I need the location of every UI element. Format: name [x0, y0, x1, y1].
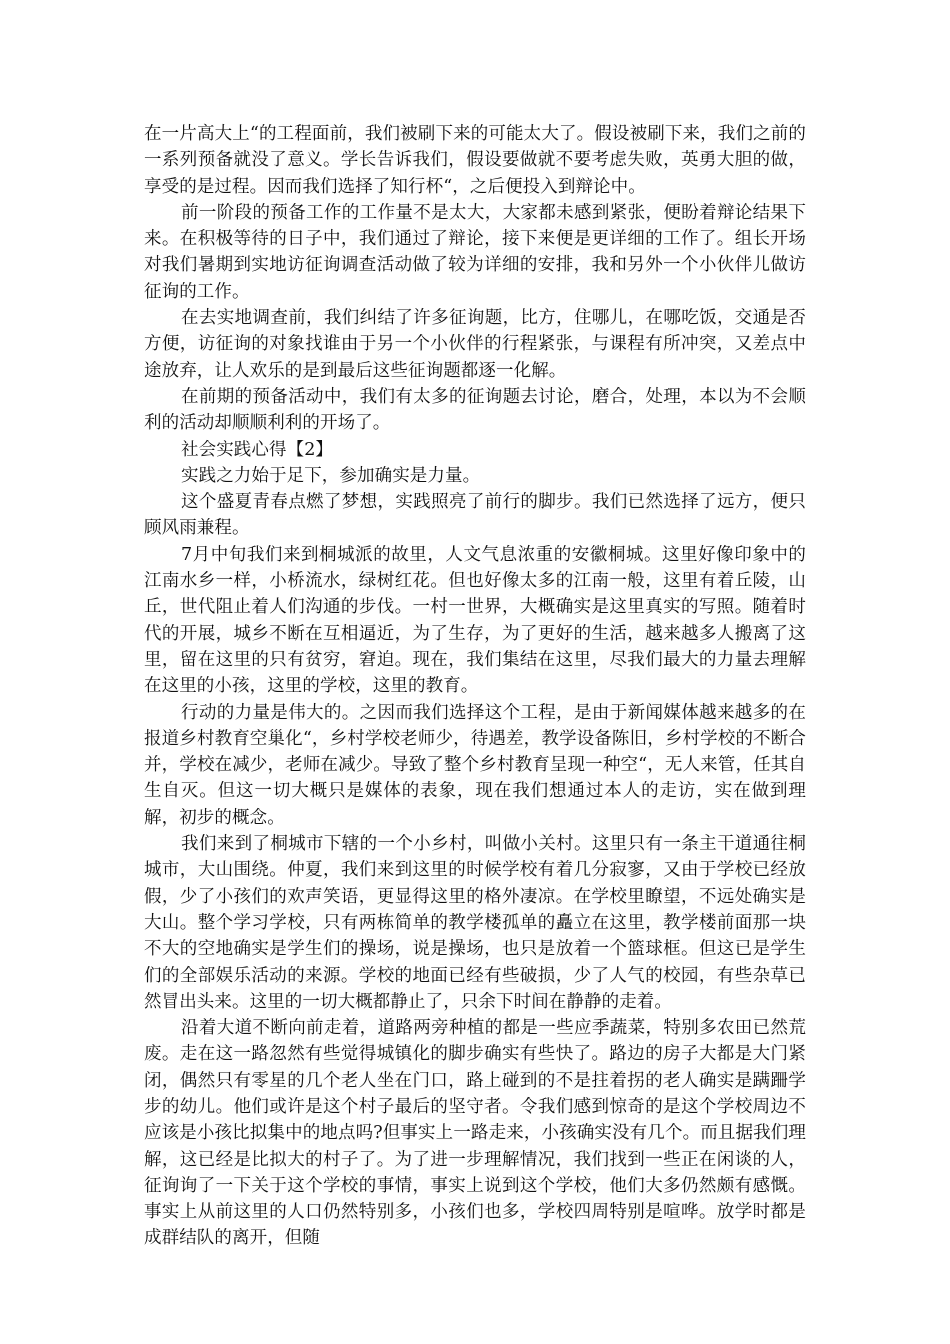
paragraph-7: 7月中旬我们来到桐城派的故里，人文气息浓重的安徽桐城。这里好像印象中的江南水乡一样，小桥流水，绿树红花。但也好像太多的江南一般，这里有着丘陵，山丘，世代阻止着人们沟通的步伐。一村一世界，大概确实是这里真实的写照。随着时代的开展，城乡不断在互相逼近，为了生存，为了更好的生活，越来越多人搬离了这里，留在这里的只有贫穷，窘迫。现在，我们集结在这里，尽我们最大的力量去理解在这里的小孩，这里的学校，这里的教育。 — [144, 544, 806, 697]
paragraph-8: 行动的力量是伟大的。之因而我们选择这个工程，是由于新闻媒体越来越多的在报道乡村教育空巢化“，乡村学校老师少，待遇差，教学设备陈旧，乡村学校的不断合并，学校在减少，老师在减少。导致了整个乡村教育呈现一种空“，无人来管，任其自生自灭。但这一切大概只是媒体的表象，现在我们想通过本人的走访，实在做到理解，初步的概念。 — [144, 702, 806, 828]
paragraph-6: 这个盛夏青春点燃了梦想，实践照亮了前行的脚步。我们已然选择了远方，便只顾风雨兼程。 — [144, 492, 806, 539]
section-heading: 社会实践心得【2】 — [181, 439, 334, 460]
paragraph-9: 我们来到了桐城市下辖的一个小乡村，叫做小关村。这里只有一条主干道通往桐城市，大山围绕。仲夏，我们来到这里的时候学校有着几分寂寥，又由于学校已经放假，少了小孩们的欢声笑语，更显得这里的格外凄凉。在学校里瞭望，不远处确实是大山。整个学习学校，只有两栋简单的教学楼孤单的矗立在这里，教学楼前面那一块不大的空地确实是学生们的操场，说是操场，也只是放着一个篮球框。但这已是学生们的全部娱乐活动的来源。学校的地面已经有些破损，少了人气的校园，有些杂草已然冒出头来。这里的一切大概都静止了，只余下时间在静静的走着。 — [144, 834, 806, 1012]
paragraph-1: 在一片高大上“的工程面前，我们被刷下来的可能太大了。假设被刷下来，我们之前的一系列预备就没了意义。学长告诉我们，假设要做就不要考虑失败，英勇大胆的做，享受的是过程。因而我们选择了知行杯“，之后便投入到辩论中。 — [144, 124, 806, 197]
paragraph-4: 在前期的预备活动中，我们有太多的征询题去讨论，磨合，处理，本以为不会顺利的活动却顺顺利利的开场了。 — [144, 386, 806, 434]
paragraph-3: 在去实地调查前，我们纠结了许多征询题，比方，住哪儿，在哪吃饭，交通是否方便，访征询的对象找谁由于另一个小伙伴的行程紧张，与课程有所冲突，又差点中途放弃，让人欢乐的是到最后这些征询题都逐一化解。 — [144, 308, 806, 381]
paragraph-2: 前一阶段的预备工作的工作量不是太大，大家都未感到紧张，便盼着辩论结果下来。在积极等待的日子中，我们通过了辩论，接下来便是更详细的工作了。组长开场对我们暑期到实地访征询调查活动做了较为详细的安排，我和另外一个小伙伴儿做访征询的工作。 — [144, 202, 806, 302]
document-page — [144, 121, 806, 1252]
paragraph-10: 沿着大道不断向前走着，道路两旁种植的都是一些应季蔬菜，特别多农田已然荒废。走在这一路忽然有些觉得城镇化的脚步确实有些快了。路边的房子大都是大门紧闭，偶然只有零星的几个老人坐在门口，路上碰到的不是拄着拐的老人确实是蹒跚学步的幼儿。他们或许是这个村子最后的坚守者。令我们感到惊奇的是这个学校周边不应该是小孩比拟集中的地点吗?但事实上一路走来，小孩确实没有几个。而且据我们理解，这已经是比拟大的村子了。为了进一步理解情况，我们找到一些正在闲谈的人，征询询了一下关于这个学校的事情，事实上说到这个学校，他们大多仍然颇有感慨。事实上从前这里的人口仍然特别多，小孩们也多，学校四周特别是喧哗。放学时都是成群结队的离开，但随 — [144, 1018, 806, 1249]
paragraph-5: 实践之力始于足下，参加确实是力量。 — [181, 465, 481, 486]
